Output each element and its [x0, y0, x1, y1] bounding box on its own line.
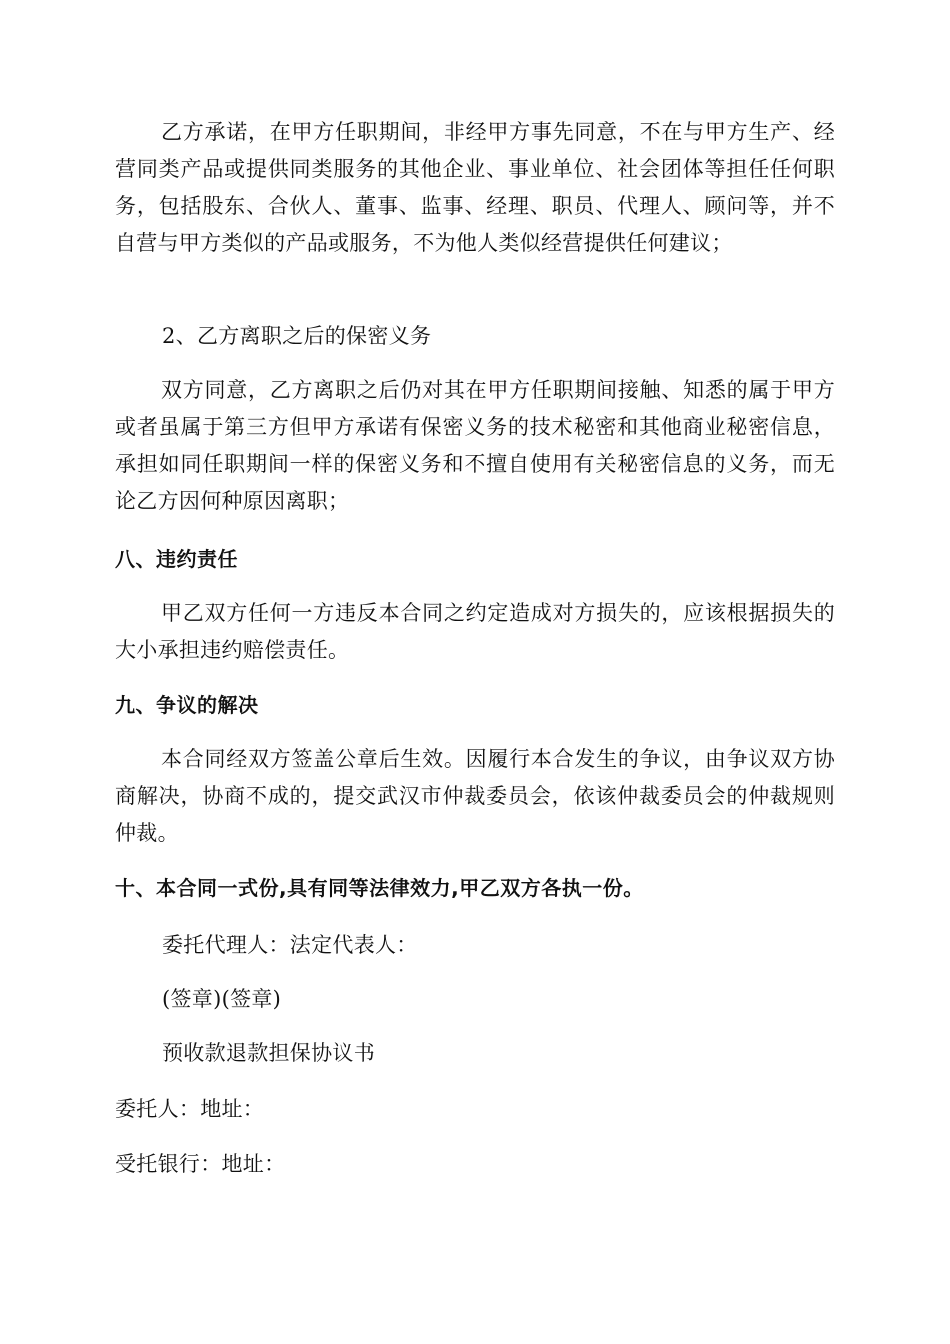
- clause-paragraph-dispute: 本合同经双方签盖公章后生效。因履行本合发生的争议，由争议双方协商解决，协商不成的，提交武汉市仲裁委员会，依该仲裁委员会的仲裁规则仲裁。: [115, 747, 835, 845]
- clause-paragraph-non-compete: 乙方承诺，在甲方任职期间，非经甲方事先同意，不在与甲方生产、经营同类产品或提供同类服务的其他企业、事业单位、社会团体等担任任何职务，包括股东、合伙人、董事、监事、经理、职员、代理人、顾问等，并不自营与甲方类似的产品或服务，不为他人类似经营提供任何建议；: [115, 120, 835, 255]
- clause-paragraph-confidentiality: 双方同意，乙方离职之后仍对其在甲方任职期间接触、知悉的属于甲方或者虽属于第三方但甲方承诺有保密义务的技术秘密和其他商业秘密信息，承担如同任职期间一样的保密义务和不擅自使用有关秘密信息的义务，而无论乙方因何种原因离职；: [115, 378, 835, 513]
- principal-address-line: 委托人：地址：: [115, 1097, 265, 1121]
- section-heading-breach: 八、违约责任: [115, 547, 238, 571]
- subclause-title: 2、乙方离职之后的保密义务: [162, 324, 432, 348]
- document-title-line: 预收款退款担保协议书: [162, 1041, 375, 1065]
- bank-address-line: 受托银行：地址：: [115, 1152, 286, 1176]
- clause-paragraph-breach: 甲乙双方任何一方违反本合同之约定造成对方损失的，应该根据损失的大小承担违约赔偿责任。: [115, 601, 835, 662]
- signature-line-agents: 委托代理人：法定代表人：: [162, 933, 418, 957]
- signature-line-seals: (签章)(签章): [162, 987, 282, 1011]
- section-heading-dispute: 九、争议的解决: [115, 693, 259, 717]
- section-heading-copies: 十、本合同一式份,具有同等法律效力,甲乙双方各执一份。: [115, 876, 644, 900]
